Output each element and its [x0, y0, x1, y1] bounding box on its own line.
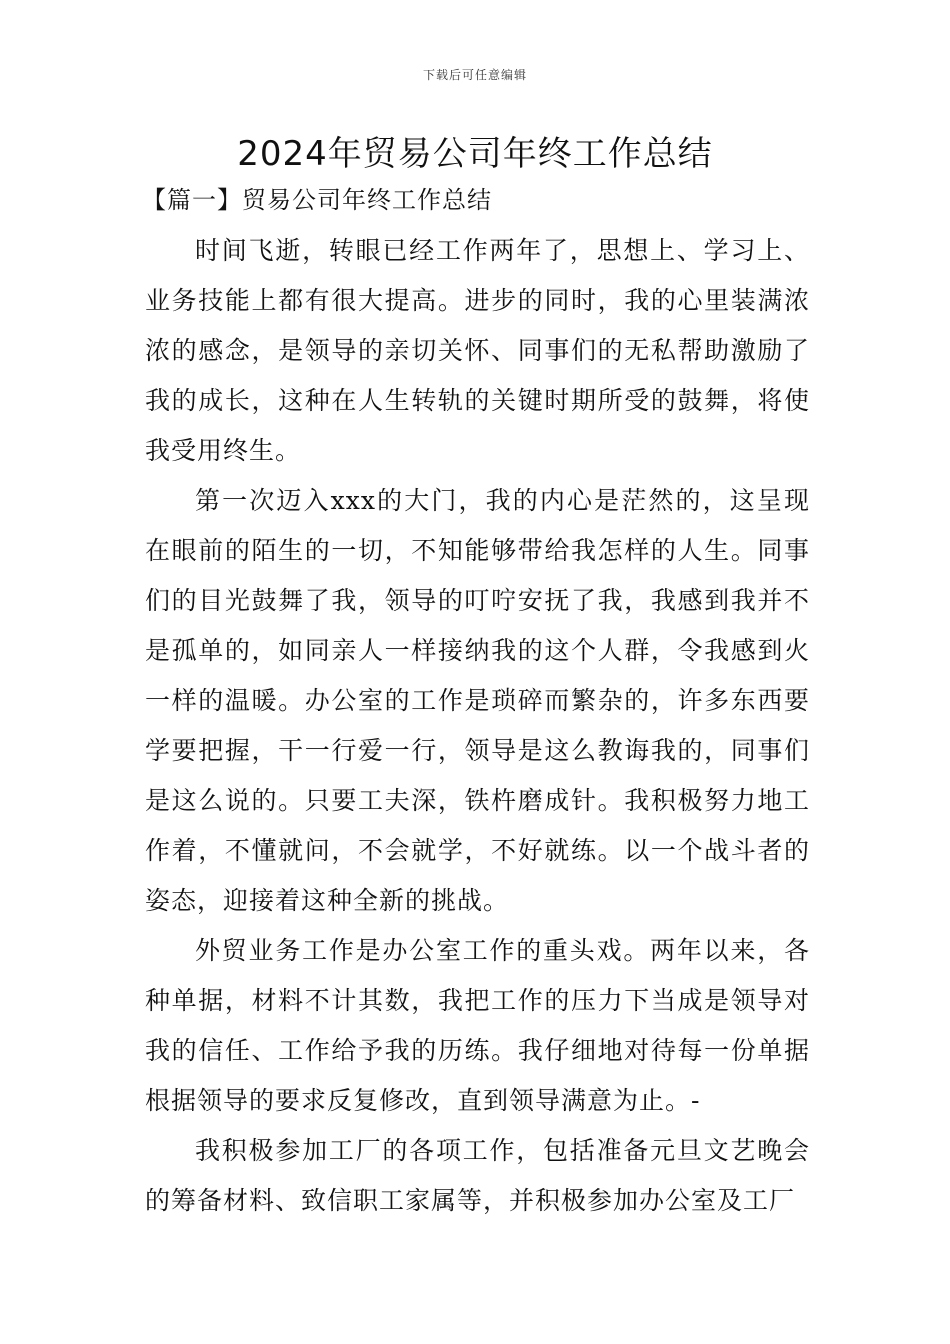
paragraph: 我积极参加工厂的各项工作，包括准备元旦文艺晚会的筹备材料、致信职工家属等，并积极参加办公室及工厂 — [145, 1136, 810, 1215]
paragraph: 外贸业务工作是办公室工作的重头戏。两年以来，各种单据，材料不计其数，我把工作的压力下当成是领导对我的信任、工作给予我的历练。我仔细地对待每一份单据根据领导的要求反复修改，直到领导满意为止。- — [145, 936, 810, 1115]
header-note: 下载后可任意编辑 — [422, 68, 527, 82]
document-title: 2024年贸易公司年终工作总结 — [237, 134, 713, 174]
paragraph: 第一次迈入xxx的大门，我的内心是茫然的，这呈现在眼前的陌生的一切，不知能够带给我怎样的人生。同事们的目光鼓舞了我，领导的叮咛安抚了我，我感到我并不是孤单的，如同亲人一样接纳我的这个人群，令我感到火一样的温暖。办公室的工作是琐碎而繁杂的，许多东西要学要把握，干一行爱一行，领导是这么教诲我的，同事们是这么说的。只要工夫深，铁杵磨成针。我积极努力地工作着，不懂就问，不会就学，不好就练。以一个战斗者的姿态，迎接着这种全新的挑战。 — [145, 486, 810, 915]
document-body — [145, 226, 810, 1226]
section-heading: 【篇一】贸易公司年终工作总结 — [142, 186, 492, 214]
paragraph: 时间飞逝，转眼已经工作两年了，思想上、学习上、业务技能上都有很大提高。进步的同时，我的心里装满浓浓的感念，是领导的亲切关怀、同事们的无私帮助激励了我的成长，这种在人生转轨的关键时期所受的鼓舞，将使我受用终生。 — [145, 236, 810, 465]
